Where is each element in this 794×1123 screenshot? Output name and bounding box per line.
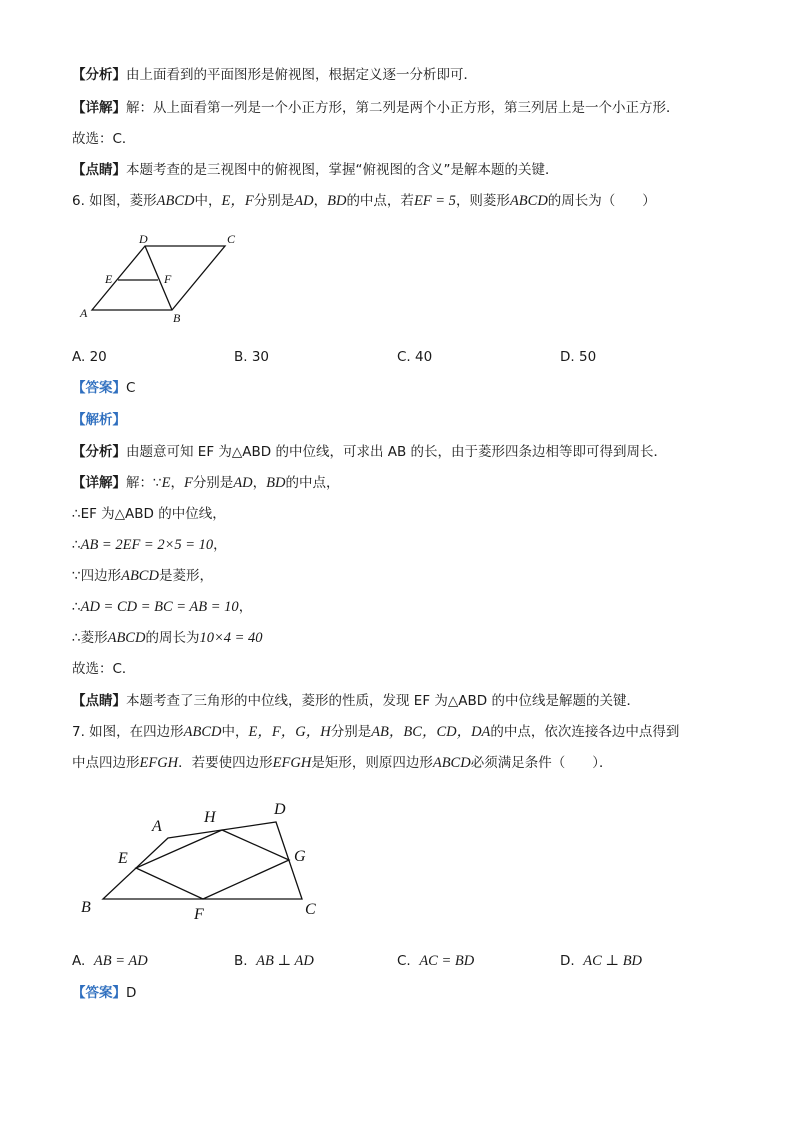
label-e: E bbox=[118, 850, 128, 867]
q6-stem-text: ， bbox=[313, 193, 328, 209]
q6-detail-line bbox=[72, 474, 340, 492]
answer-value: C bbox=[126, 380, 136, 396]
q7-stem-text: 必须满足条件（ ）． bbox=[470, 755, 613, 771]
label-a: A bbox=[152, 818, 162, 835]
comment-text: 本题考查的是三视图中的俯视图，掌握“俯视图的含义”是解本题的关键． bbox=[126, 162, 559, 178]
step-text: ， bbox=[238, 599, 253, 615]
q7-math: EFGH bbox=[139, 755, 179, 771]
label-e: E bbox=[105, 272, 113, 286]
answer-value: D bbox=[126, 985, 137, 1001]
label-b: B bbox=[81, 899, 91, 916]
analysis-section-tag: 【解析】 bbox=[72, 412, 126, 428]
q7-stem-text: 中点四边形 bbox=[72, 755, 140, 771]
q7-stem-line-2 bbox=[72, 754, 612, 772]
detail-math: AD bbox=[233, 475, 253, 491]
q6-step-5 bbox=[72, 598, 252, 616]
q7-answer-line bbox=[72, 984, 136, 1002]
q6-stem-text: 6. 如图，菱形 bbox=[72, 193, 157, 209]
q7-math: ABCD bbox=[183, 724, 222, 740]
detail-math: BD bbox=[266, 475, 286, 491]
q6-comment-line bbox=[72, 692, 640, 710]
option-expr: AB = AD bbox=[93, 953, 148, 969]
q7-stem-text: 是矩形，则原四边形 bbox=[311, 755, 433, 771]
option-letter: A. bbox=[72, 953, 86, 969]
label-c: C bbox=[227, 232, 236, 246]
q7-stem-text: ．若要使四边形 bbox=[178, 755, 273, 771]
q6-analysis-section bbox=[72, 411, 126, 429]
q7-stem-text: 中， bbox=[221, 724, 249, 740]
q7-stem-text: 7. 如图，在四边形 bbox=[72, 724, 184, 740]
q6-stem-text: 中， bbox=[194, 193, 222, 209]
q6-math: BD bbox=[327, 193, 347, 209]
q6-math: E，F bbox=[221, 193, 254, 209]
step-math: AD = CD = BC = AB = 10 bbox=[80, 599, 239, 615]
q6-stem-text: 分别是 bbox=[253, 193, 295, 209]
comment-tag: 【点睛】 bbox=[72, 693, 126, 709]
q7-stem-text: 的中点，依次连接各边中点得到 bbox=[490, 724, 680, 740]
q5-choice-line: 故选：C． bbox=[72, 131, 136, 147]
label-f: F bbox=[164, 272, 172, 286]
q6-math: ABCD bbox=[509, 193, 548, 209]
option-letter: C. bbox=[397, 953, 411, 969]
comment-text: 本题考查了三角形的中位线，菱形的性质，发现 EF 为△ABD 的中位线是解题的关键． bbox=[126, 693, 640, 709]
detail-text: 解：∵ bbox=[126, 475, 162, 491]
q6-option-c[interactable]: C. 40 bbox=[397, 349, 433, 365]
detail-text: 分别是 bbox=[192, 475, 234, 491]
q6-choice-line: 故选：C． bbox=[72, 661, 136, 677]
option-expr: AC = BD bbox=[419, 953, 475, 969]
answer-tag: 【答案】 bbox=[72, 985, 126, 1001]
q6-analysis-line bbox=[72, 443, 667, 461]
q6-stem-text: 的中点，若 bbox=[346, 193, 414, 209]
q6-stem bbox=[72, 192, 656, 210]
step-text: ， bbox=[213, 537, 227, 553]
q7-math: ABCD bbox=[432, 755, 471, 771]
label-h: H bbox=[204, 809, 216, 826]
q7-math: E，F，G，H bbox=[248, 724, 331, 740]
analysis-text: 由上面看到的平面图形是俯视图，根据定义逐一分析即可． bbox=[126, 67, 477, 83]
q6-answer-line bbox=[72, 379, 135, 397]
q7-option-c[interactable] bbox=[397, 952, 474, 970]
q6-stem-text: ，则菱形 bbox=[455, 193, 510, 209]
q5-analysis-line bbox=[72, 66, 477, 84]
detail-text: 的中点， bbox=[285, 475, 340, 491]
step-text: ∴ bbox=[72, 537, 81, 553]
q5-detail-line bbox=[72, 99, 680, 117]
q6-step-2: ∴EF 为△ABD 的中位线， bbox=[72, 506, 226, 522]
detail-text: 解：从上面看第一列是一个小正方形，第二列是两个小正方形，第三列居上是一个小正方形． bbox=[126, 100, 680, 116]
step-text: 是菱形， bbox=[158, 568, 213, 584]
detail-tag: 【详解】 bbox=[72, 100, 126, 116]
q7-math: AB，BC，CD，DA bbox=[371, 724, 491, 740]
q6-stem-text: 的周长为（ ） bbox=[547, 193, 656, 209]
midpoint-quadrilateral-efgh bbox=[136, 830, 289, 899]
q6-step-3 bbox=[72, 536, 227, 554]
label-f: F bbox=[194, 906, 204, 923]
comment-tag: 【点睛】 bbox=[72, 162, 126, 178]
q7-math: EFGH bbox=[272, 755, 312, 771]
q6-math: AD bbox=[294, 193, 314, 209]
q7-option-b[interactable] bbox=[234, 952, 314, 970]
detail-tag: 【详解】 bbox=[72, 475, 126, 491]
label-d: D bbox=[139, 232, 148, 246]
step-math: 10×4 = 40 bbox=[199, 630, 263, 646]
rhombus-figure bbox=[70, 228, 270, 328]
quadrilateral-abcd bbox=[103, 822, 302, 899]
step-math: ABCD bbox=[107, 630, 146, 646]
detail-text: ， bbox=[252, 475, 267, 491]
step-math: AB = 2EF = 2×5 = 10 bbox=[80, 537, 214, 553]
step-text: ∵四边形 bbox=[72, 568, 122, 584]
q6-option-d[interactable]: D. 50 bbox=[560, 349, 597, 365]
label-c: C bbox=[305, 901, 316, 918]
q6-step-4 bbox=[72, 567, 213, 585]
q6-option-b[interactable]: B. 30 bbox=[234, 349, 270, 365]
quadrilateral-figure bbox=[76, 798, 326, 923]
detail-math: F bbox=[183, 475, 193, 491]
q6-math: ABCD bbox=[156, 193, 195, 209]
q5-comment-line bbox=[72, 161, 559, 179]
step-text: ∴ bbox=[72, 599, 81, 615]
option-expr: AB ⊥ AD bbox=[256, 953, 314, 969]
detail-text: ， bbox=[170, 475, 184, 491]
q7-stem-text: 分别是 bbox=[330, 724, 372, 740]
analysis-tag: 【分析】 bbox=[72, 444, 126, 460]
option-expr: AC ⊥ BD bbox=[583, 953, 643, 969]
answer-tag: 【答案】 bbox=[72, 380, 126, 396]
label-g: G bbox=[294, 848, 306, 865]
option-letter: B. bbox=[234, 953, 248, 969]
label-d: D bbox=[274, 801, 286, 818]
option-letter: D. bbox=[560, 953, 575, 969]
step-text: 的周长为 bbox=[145, 630, 200, 646]
label-b: B bbox=[173, 311, 181, 325]
q6-step-6 bbox=[72, 629, 263, 647]
q7-option-a[interactable] bbox=[72, 952, 148, 970]
analysis-text: 由题意可知 EF 为△ABD 的中位线，可求出 AB 的长，由于菱形四条边相等即可得到周长． bbox=[126, 444, 668, 460]
q7-stem-line-1 bbox=[72, 723, 679, 741]
q7-option-d[interactable] bbox=[560, 952, 642, 970]
step-math: ABCD bbox=[121, 568, 159, 584]
q6-math: EF = 5 bbox=[413, 193, 456, 209]
q6-option-a[interactable]: A. 20 bbox=[72, 349, 107, 365]
label-a: A bbox=[80, 306, 88, 320]
step-text: ∴菱形 bbox=[72, 630, 108, 646]
detail-math: E bbox=[161, 475, 171, 491]
analysis-tag: 【分析】 bbox=[72, 67, 126, 83]
